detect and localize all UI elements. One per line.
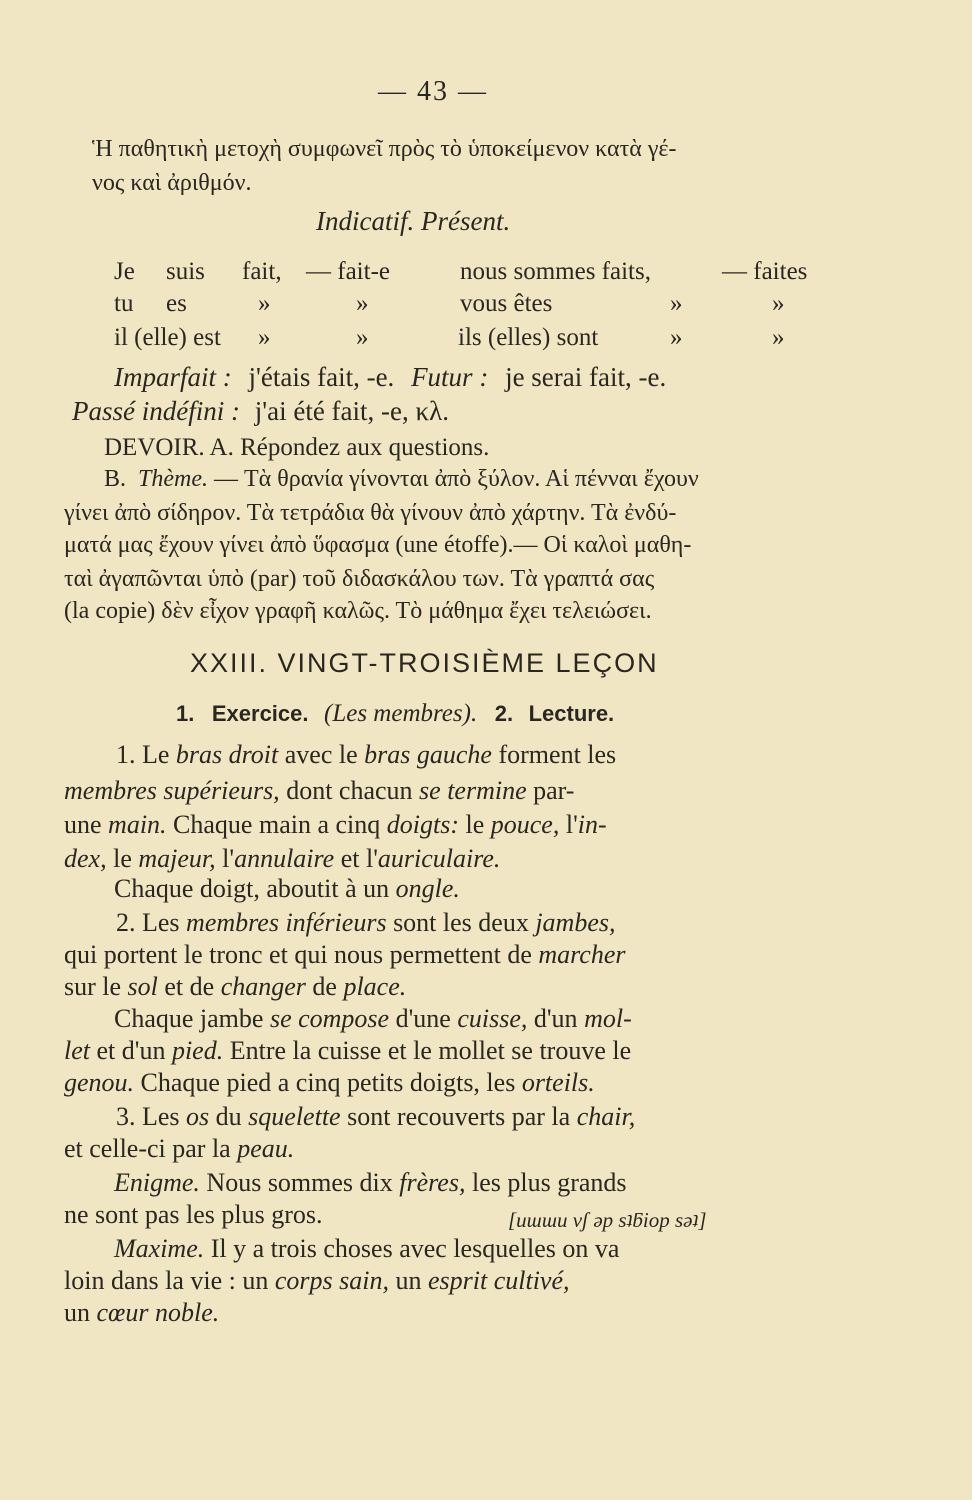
italic-term: pied. [171, 1036, 224, 1065]
italic-term: changer [220, 972, 306, 1001]
lecture-line [114, 1234, 619, 1264]
lecture-line [116, 1102, 635, 1132]
text-run: du [209, 1102, 249, 1131]
devoir-line: DEVOIR. A. Répondez aux questions. [104, 434, 490, 461]
text-run: qui portent le tronc et qui nous permettent de [64, 940, 539, 969]
conj-form: — fait-e [306, 258, 390, 285]
text-run: et l' [334, 844, 378, 873]
lecture-line [116, 908, 616, 938]
italic-term: let [64, 1036, 90, 1065]
text-run: Chaque jambe [114, 1004, 270, 1033]
theme-line-2: γίνει ἀπὸ σίδηρον. Τὰ τετράδια θὰ γίνουν ἀπὸ χάρτην. Τὰ ἐνδύ- [64, 500, 677, 526]
conj-form: fait, [242, 258, 282, 285]
conj-ditto: » [772, 324, 785, 351]
passe-line [72, 396, 449, 427]
enigme-answer-inverted: [uɯɯu vʃ əp sʇƃiop səʇ] [508, 1208, 707, 1232]
conj-plural-form: — faites [722, 258, 808, 285]
conj-verb: es [166, 290, 187, 317]
italic-term: dex, [64, 844, 107, 873]
text-run: 1. Le [116, 740, 176, 769]
text-run: les plus grands [465, 1168, 627, 1197]
italic-term: se compose [269, 1004, 390, 1033]
conj-plural: vous êtes [460, 290, 553, 317]
text-run: et d'un [90, 1036, 172, 1065]
italic-term: corps sain, [274, 1266, 389, 1295]
indicatif-heading: Indicatif. Présent. [316, 206, 511, 236]
italic-term: majeur, [138, 844, 216, 873]
text-run: loin dans la vie : un [64, 1266, 275, 1295]
conj-plural: nous sommes faits, [460, 258, 651, 285]
lecture-line [114, 1168, 627, 1198]
italic-term: cœur noble. [96, 1298, 220, 1327]
lecture-line [64, 810, 607, 840]
text-run: 3. Les [116, 1102, 187, 1131]
italic-term: in- [577, 810, 607, 839]
text-run: 2. Les [116, 908, 187, 937]
lecture-line [64, 1266, 570, 1296]
theme-label: Thème. [138, 466, 208, 492]
text-run: Chaque doigt, aboutit à un [114, 874, 396, 903]
lecture-line [64, 1134, 294, 1164]
lecture-line [64, 776, 574, 806]
italic-term: frères, [399, 1168, 466, 1197]
text-run: Entre la cuisse et le mollet se trouve le [223, 1036, 632, 1065]
text-run: le [459, 810, 491, 839]
lecture-line [116, 740, 616, 770]
italic-term: chair, [576, 1102, 636, 1131]
italic-term: sol [127, 972, 158, 1001]
conj-ditto: » [772, 290, 785, 317]
lecture-line [64, 972, 406, 1002]
italic-term: genou. [64, 1068, 135, 1097]
italic-term: bras gauche [364, 740, 492, 769]
italic-term: squelette [248, 1102, 341, 1131]
conj-ditto: » [670, 290, 683, 317]
text-run: l' [559, 810, 578, 839]
italic-term: membres supérieurs, [64, 776, 280, 805]
lecture-number: 2. [494, 701, 514, 726]
italic-term: ongle. [395, 874, 460, 903]
conj-verb: suis [166, 258, 205, 285]
text-run: forment les [491, 740, 617, 769]
text-run: sur le [64, 972, 128, 1001]
text-run: l' [215, 844, 235, 873]
text-run: une [64, 810, 109, 839]
italic-term: orteils. [521, 1068, 595, 1097]
passe-value: j'ai été fait, -e, κλ. [254, 396, 449, 426]
lecture-line [64, 1068, 595, 1098]
lecture-line [114, 1004, 632, 1034]
text-run: de [305, 972, 344, 1001]
italic-term: pouce, [490, 810, 560, 839]
theme-line-3: ματά μας ἔχουν γίνει ἀπὸ ὕφασμα (une étoffe).— Οἱ καλοὶ μαθη- [64, 532, 692, 558]
text-run: Chaque main a cinq [166, 810, 387, 839]
text-run: et celle-ci par la [64, 1134, 238, 1163]
italic-term: auriculaire. [377, 844, 501, 873]
lecture-line [64, 844, 500, 874]
italic-term: doigts: [386, 810, 459, 839]
greek-intro-line-1: Ἡ παθητικὴ μετοχὴ συμφωνεῖ πρὸς τὸ ὑποκείμενον κατὰ γέ- [92, 136, 677, 162]
lecture-line [64, 1036, 631, 1066]
conj-ditto: » [258, 324, 271, 351]
lecture-line [64, 1298, 219, 1328]
text-run: Nous sommes dix [199, 1168, 400, 1197]
text-run: ne sont pas les plus gros. [64, 1200, 323, 1229]
futur-label: Futur : [411, 362, 489, 392]
italic-term: membres inférieurs [186, 908, 387, 937]
lecture-line [64, 940, 626, 970]
lecture-label: Lecture. [528, 701, 615, 726]
conj-plural: ils (elles) sont [458, 324, 599, 351]
exercise-number: 1. [176, 701, 195, 726]
text-run: d'un [527, 1004, 585, 1033]
text-run: le [106, 844, 139, 873]
italic-term: main. [108, 810, 167, 839]
text-run: Il y a trois choses avec lesquelles on va [204, 1234, 620, 1263]
exercise-topic: (Les membres). [324, 700, 478, 727]
italic-term: se termine [419, 776, 527, 805]
conj-pronoun: il (elle) est [114, 324, 221, 351]
lecture-line [64, 1200, 323, 1230]
conj-ditto: » [356, 290, 369, 317]
theme-line-4: ταὶ ἀγαπῶνται ὑπὸ (par) τοῦ διδασκάλου των. Τὰ γραπτά σας [64, 566, 655, 592]
text-run: sont les deux [386, 908, 536, 937]
lecture-line [114, 874, 460, 904]
text-run: sont recouverts par la [340, 1102, 577, 1131]
italic-term: marcher [538, 940, 626, 969]
greek-intro-line-2: νος καὶ ἀριθμόν. [92, 170, 252, 196]
theme-text: — Τὰ θρανία γίνονται ἀπὸ ξύλον. Αἱ πένναι ἔχουν [214, 466, 699, 492]
lesson-title: XXIII. VINGT-TROISIÈME LEÇON [190, 648, 659, 678]
futur-value: je serai fait, -e. [505, 362, 667, 392]
text-run: et de [157, 972, 221, 1001]
italic-term: Enigme. [114, 1168, 200, 1197]
italic-term: mol- [584, 1004, 632, 1033]
text-run: dont chacun [279, 776, 420, 805]
page-number: — 43 — [378, 76, 488, 107]
text-run: avec le [278, 740, 365, 769]
italic-term: esprit cultivé, [427, 1266, 570, 1295]
text-run: un [388, 1266, 428, 1295]
italic-term: bras droit [175, 740, 279, 769]
italic-term: place. [343, 972, 407, 1001]
italic-term: annulaire [234, 844, 335, 873]
italic-term: os [186, 1102, 210, 1131]
conj-pronoun: tu [114, 290, 134, 317]
italic-term: jambes, [535, 908, 616, 937]
conj-ditto: » [356, 324, 369, 351]
conj-ditto: » [670, 324, 683, 351]
theme-b-label: B. [104, 466, 127, 492]
italic-term: peau. [237, 1134, 295, 1163]
text-run: par- [526, 776, 575, 805]
imparfait-line [114, 362, 666, 393]
text-run: d'une [389, 1004, 458, 1033]
conj-pronoun: Je [114, 258, 135, 285]
theme-line-5: (la copie) δὲν εἶχον γραφῆ καλῶς. Τὸ μάθημα ἔχει τελειώσει. [64, 598, 652, 624]
exercise-line [176, 700, 614, 728]
text-run: Chaque pied a cinq petits doigts, les [134, 1068, 522, 1097]
italic-term: Maxime. [114, 1234, 205, 1263]
imparfait-label: Imparfait : [114, 362, 232, 392]
exercise-label: Exercice. [211, 701, 309, 726]
theme-line-1 [104, 466, 699, 493]
passe-label: Passé indéfini : [72, 396, 240, 426]
italic-term: cuisse, [457, 1004, 528, 1033]
imparfait-value: j'étais fait, -e. [248, 362, 395, 392]
text-run: un [64, 1298, 97, 1327]
conj-ditto: » [258, 290, 271, 317]
